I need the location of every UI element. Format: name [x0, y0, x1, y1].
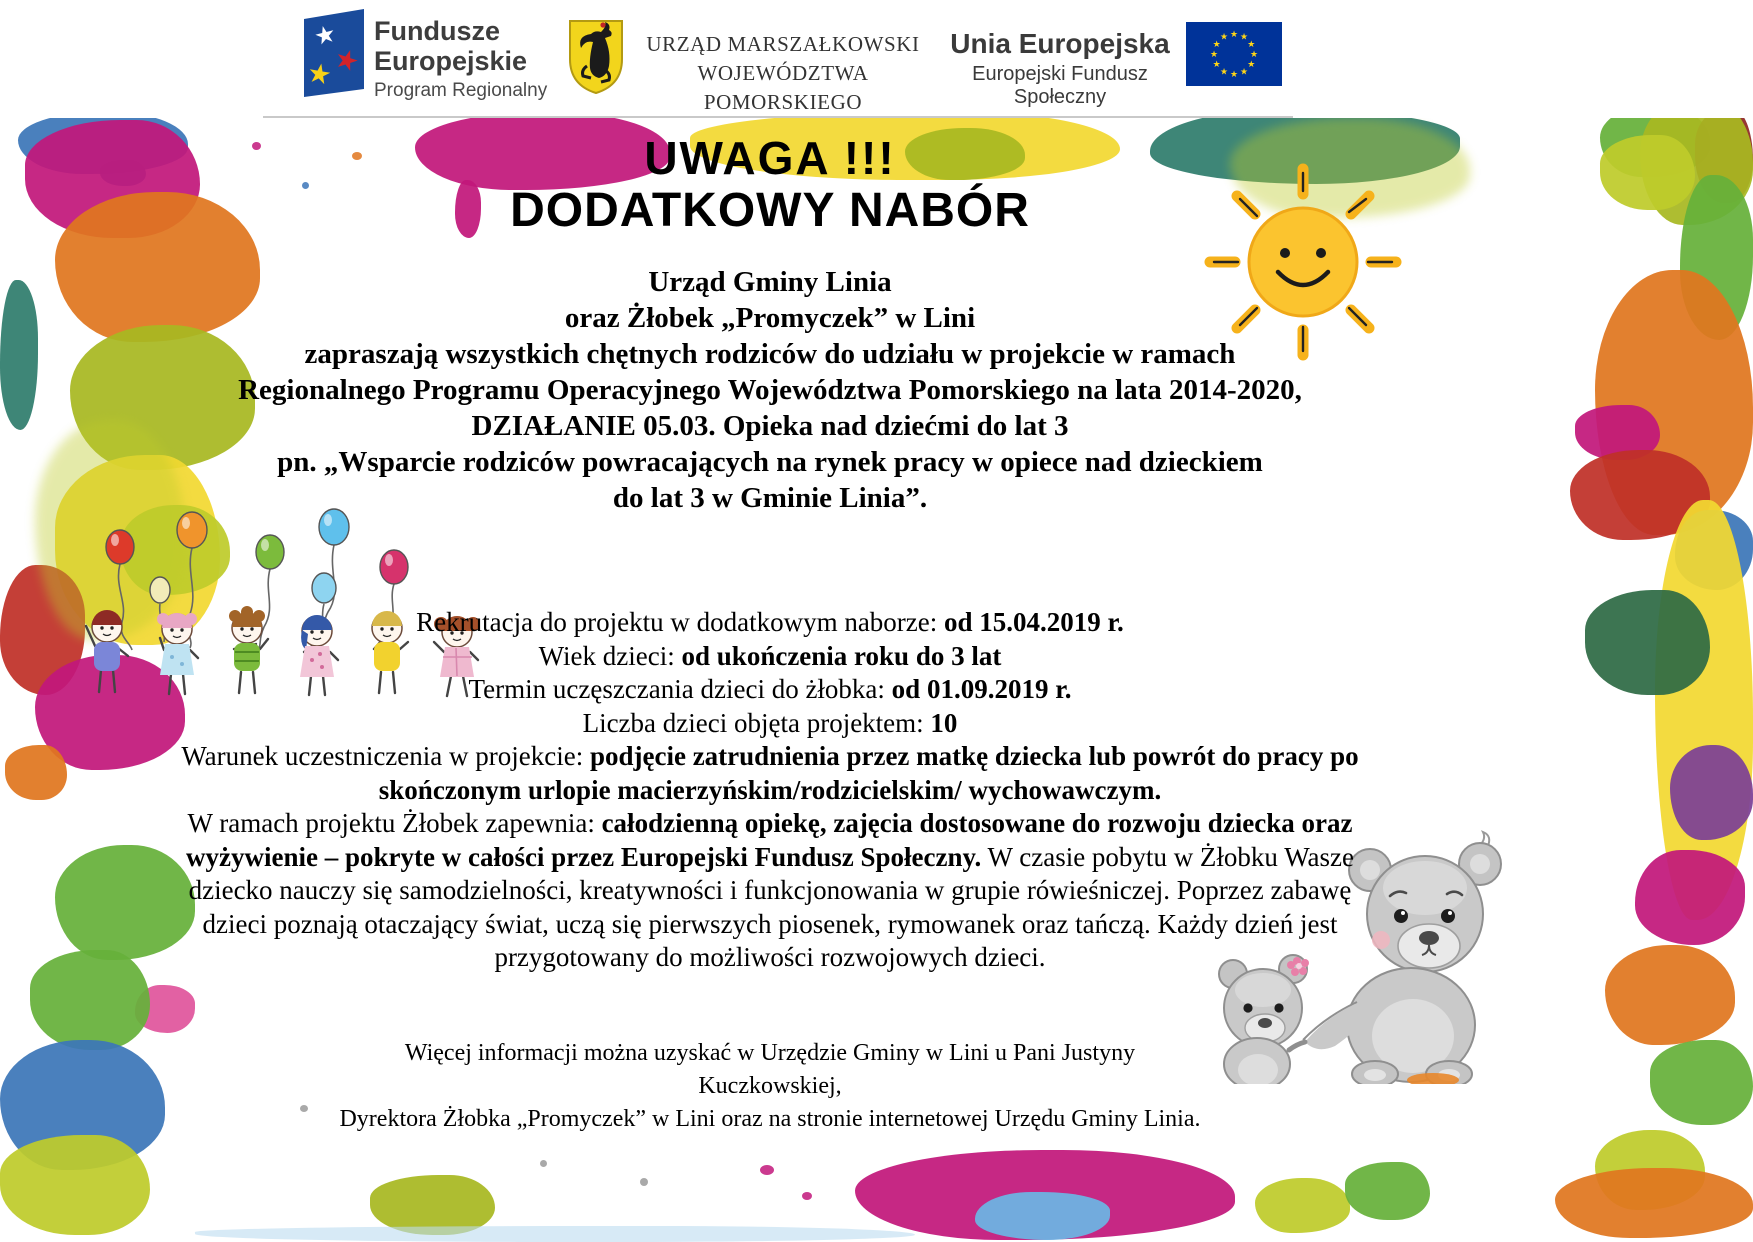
fe-title-line2: Europejskie [374, 46, 528, 76]
intro-line: do lat 3 w Gminie Linia”. [612, 482, 928, 514]
fundusze-europejskie-logo-text [374, 16, 547, 102]
paint-speck [760, 1165, 774, 1175]
paint-splat [975, 1192, 1110, 1240]
footer-line1: Więcej informacji można uzyskać w Urzędzie Gminy w Lini u Pani Justyny Kuczkowskiej, [404, 1039, 1136, 1099]
svg-text:★: ★ [1247, 59, 1256, 69]
paint-speck [802, 1192, 812, 1200]
svg-text:★: ★ [1212, 39, 1221, 49]
svg-text:★: ★ [1219, 31, 1229, 42]
intro-line: pn. „Wsparcie rodziców powracających na rynek pracy w opiece nad dzieckiem [277, 446, 1263, 478]
svg-text:★: ★ [1247, 39, 1256, 49]
svg-text:★: ★ [1219, 66, 1229, 77]
um-line1: URZĄD MARSZAŁKOWSKI [646, 32, 920, 56]
detail-value: od 15.04.2019 r. [944, 607, 1124, 637]
paint-splat [1605, 945, 1735, 1045]
svg-text:★: ★ [311, 20, 339, 52]
paint-splat [1650, 1040, 1753, 1125]
paint-splat [1585, 590, 1710, 695]
paint-splat [1555, 1168, 1753, 1238]
fe-title-line1: Fundusze [374, 16, 500, 46]
poster-content [175, 132, 1365, 1136]
pomorskie-coat-of-arms-icon [567, 18, 625, 96]
logos-header [0, 0, 1753, 118]
svg-text:★: ★ [1229, 29, 1239, 39]
paint-splat [0, 280, 38, 430]
fundusze-europejskie-logo-icon [302, 9, 366, 99]
detail-value: od 01.09.2019 r. [891, 674, 1072, 704]
detail-zapewnia [175, 807, 1365, 975]
detail-liczba [175, 707, 1365, 741]
intro-line: oraz Żłobek „Promyczek” w Lini [564, 302, 976, 334]
svg-text:★: ★ [330, 42, 364, 79]
ue-line1: Unia Europejska [950, 28, 1170, 59]
detail-value: całodzienną opiekę, zajęcia dostosowane do rozwoju dziecka oraz wyżywienie – pokryte w całości przez Europejski Fundusz Społeczny. [186, 808, 1353, 872]
svg-text:★: ★ [1249, 49, 1259, 59]
paint-splat [1600, 135, 1695, 210]
intro-line: Urząd Gminy Linia [648, 266, 892, 298]
detail-wiek [175, 640, 1365, 674]
paint-splat [1635, 850, 1745, 945]
paint-splat [1345, 1162, 1430, 1220]
intro-paragraph [175, 264, 1365, 516]
detail-label: Rekrutacja do projektu w dodatkowym naborze: [416, 607, 945, 637]
unia-europejska-label [935, 28, 1185, 109]
intro-line: zapraszają wszystkich chętnych rodziców do udziału w projekcie w ramach [304, 338, 1236, 370]
paint-splat [55, 845, 195, 960]
detail-text: W czasie pobytu w Żłobku Wasze dziecko nauczy się samodzielności, kreatywności i funkcjonowania w grupie rówieśniczej. Poprzez zabawę dzieci poznają otaczający świat, uczą się pierwszych piosenek, rymowanek oraz tańczą. Każdy dzień jest przygotowany do możliwości rozwojowych dzieci. [188, 841, 1354, 972]
paint-splat [5, 745, 67, 800]
detail-label: Liczba dzieci objęta projektem: [582, 707, 931, 738]
detail-value: od ukończenia roku do 3 lat [681, 640, 1002, 671]
paint-splat [0, 1135, 150, 1235]
fe-subtitle: Program Regionalny [374, 80, 548, 101]
details-section [175, 606, 1365, 975]
urzad-marszalkowski-label [618, 30, 948, 117]
detail-rekrutacja [175, 606, 1365, 640]
paint-speck [640, 1178, 648, 1186]
paint-splat [30, 950, 150, 1050]
svg-text:★: ★ [304, 57, 335, 91]
detail-termin [175, 673, 1365, 707]
eu-flag-icon [1186, 22, 1282, 86]
header-divider [263, 116, 1293, 118]
detail-value: podjęcie zatrudnienia przez matkę dziecka lub powrót do pracy po skończonym urlopie macierzyńskim/rodzicielskim/ wychowawczym. [378, 741, 1359, 805]
detail-warunek [175, 740, 1365, 807]
detail-label: W ramach projektu Żłobek zapewnia: [187, 808, 602, 838]
intro-line: Regionalnego Programu Operacyjnego Województwa Pomorskiego na lata 2014-2020, [238, 374, 1302, 406]
detail-label: Termin uczęszczania dzieci do żłobka: [468, 674, 892, 704]
svg-text:★: ★ [1212, 59, 1221, 69]
svg-text:★: ★ [1229, 69, 1239, 79]
paint-speck [540, 1160, 547, 1167]
svg-text:★: ★ [1209, 49, 1219, 59]
paint-splat [1255, 1178, 1350, 1233]
paint-splat [1670, 745, 1753, 840]
svg-text:★: ★ [1239, 31, 1249, 42]
intro-line: DZIAŁANIE 05.03. Opieka nad dziećmi do lat 3 [471, 410, 1069, 442]
detail-label: Wiek dzieci: [538, 640, 682, 671]
svg-text:★: ★ [1239, 66, 1249, 77]
detail-value: 10 [930, 707, 958, 738]
um-line2: WOJEWÓDZTWA POMORSKIEGO [697, 61, 869, 114]
poster-title-line1: UWAGA !!! [644, 132, 896, 184]
detail-label: Warunek uczestniczenia w projekcie: [181, 741, 590, 771]
footer-note [335, 1037, 1205, 1136]
footer-line2: Dyrektora Żłobka „Promyczek” w Lini oraz na stronie internetowej Urzędu Gminy Linia. [339, 1105, 1201, 1132]
ue-line2: Europejski Fundusz Społeczny [972, 63, 1148, 108]
poster-title-line2: DODATKOWY NABÓR [510, 184, 1030, 237]
